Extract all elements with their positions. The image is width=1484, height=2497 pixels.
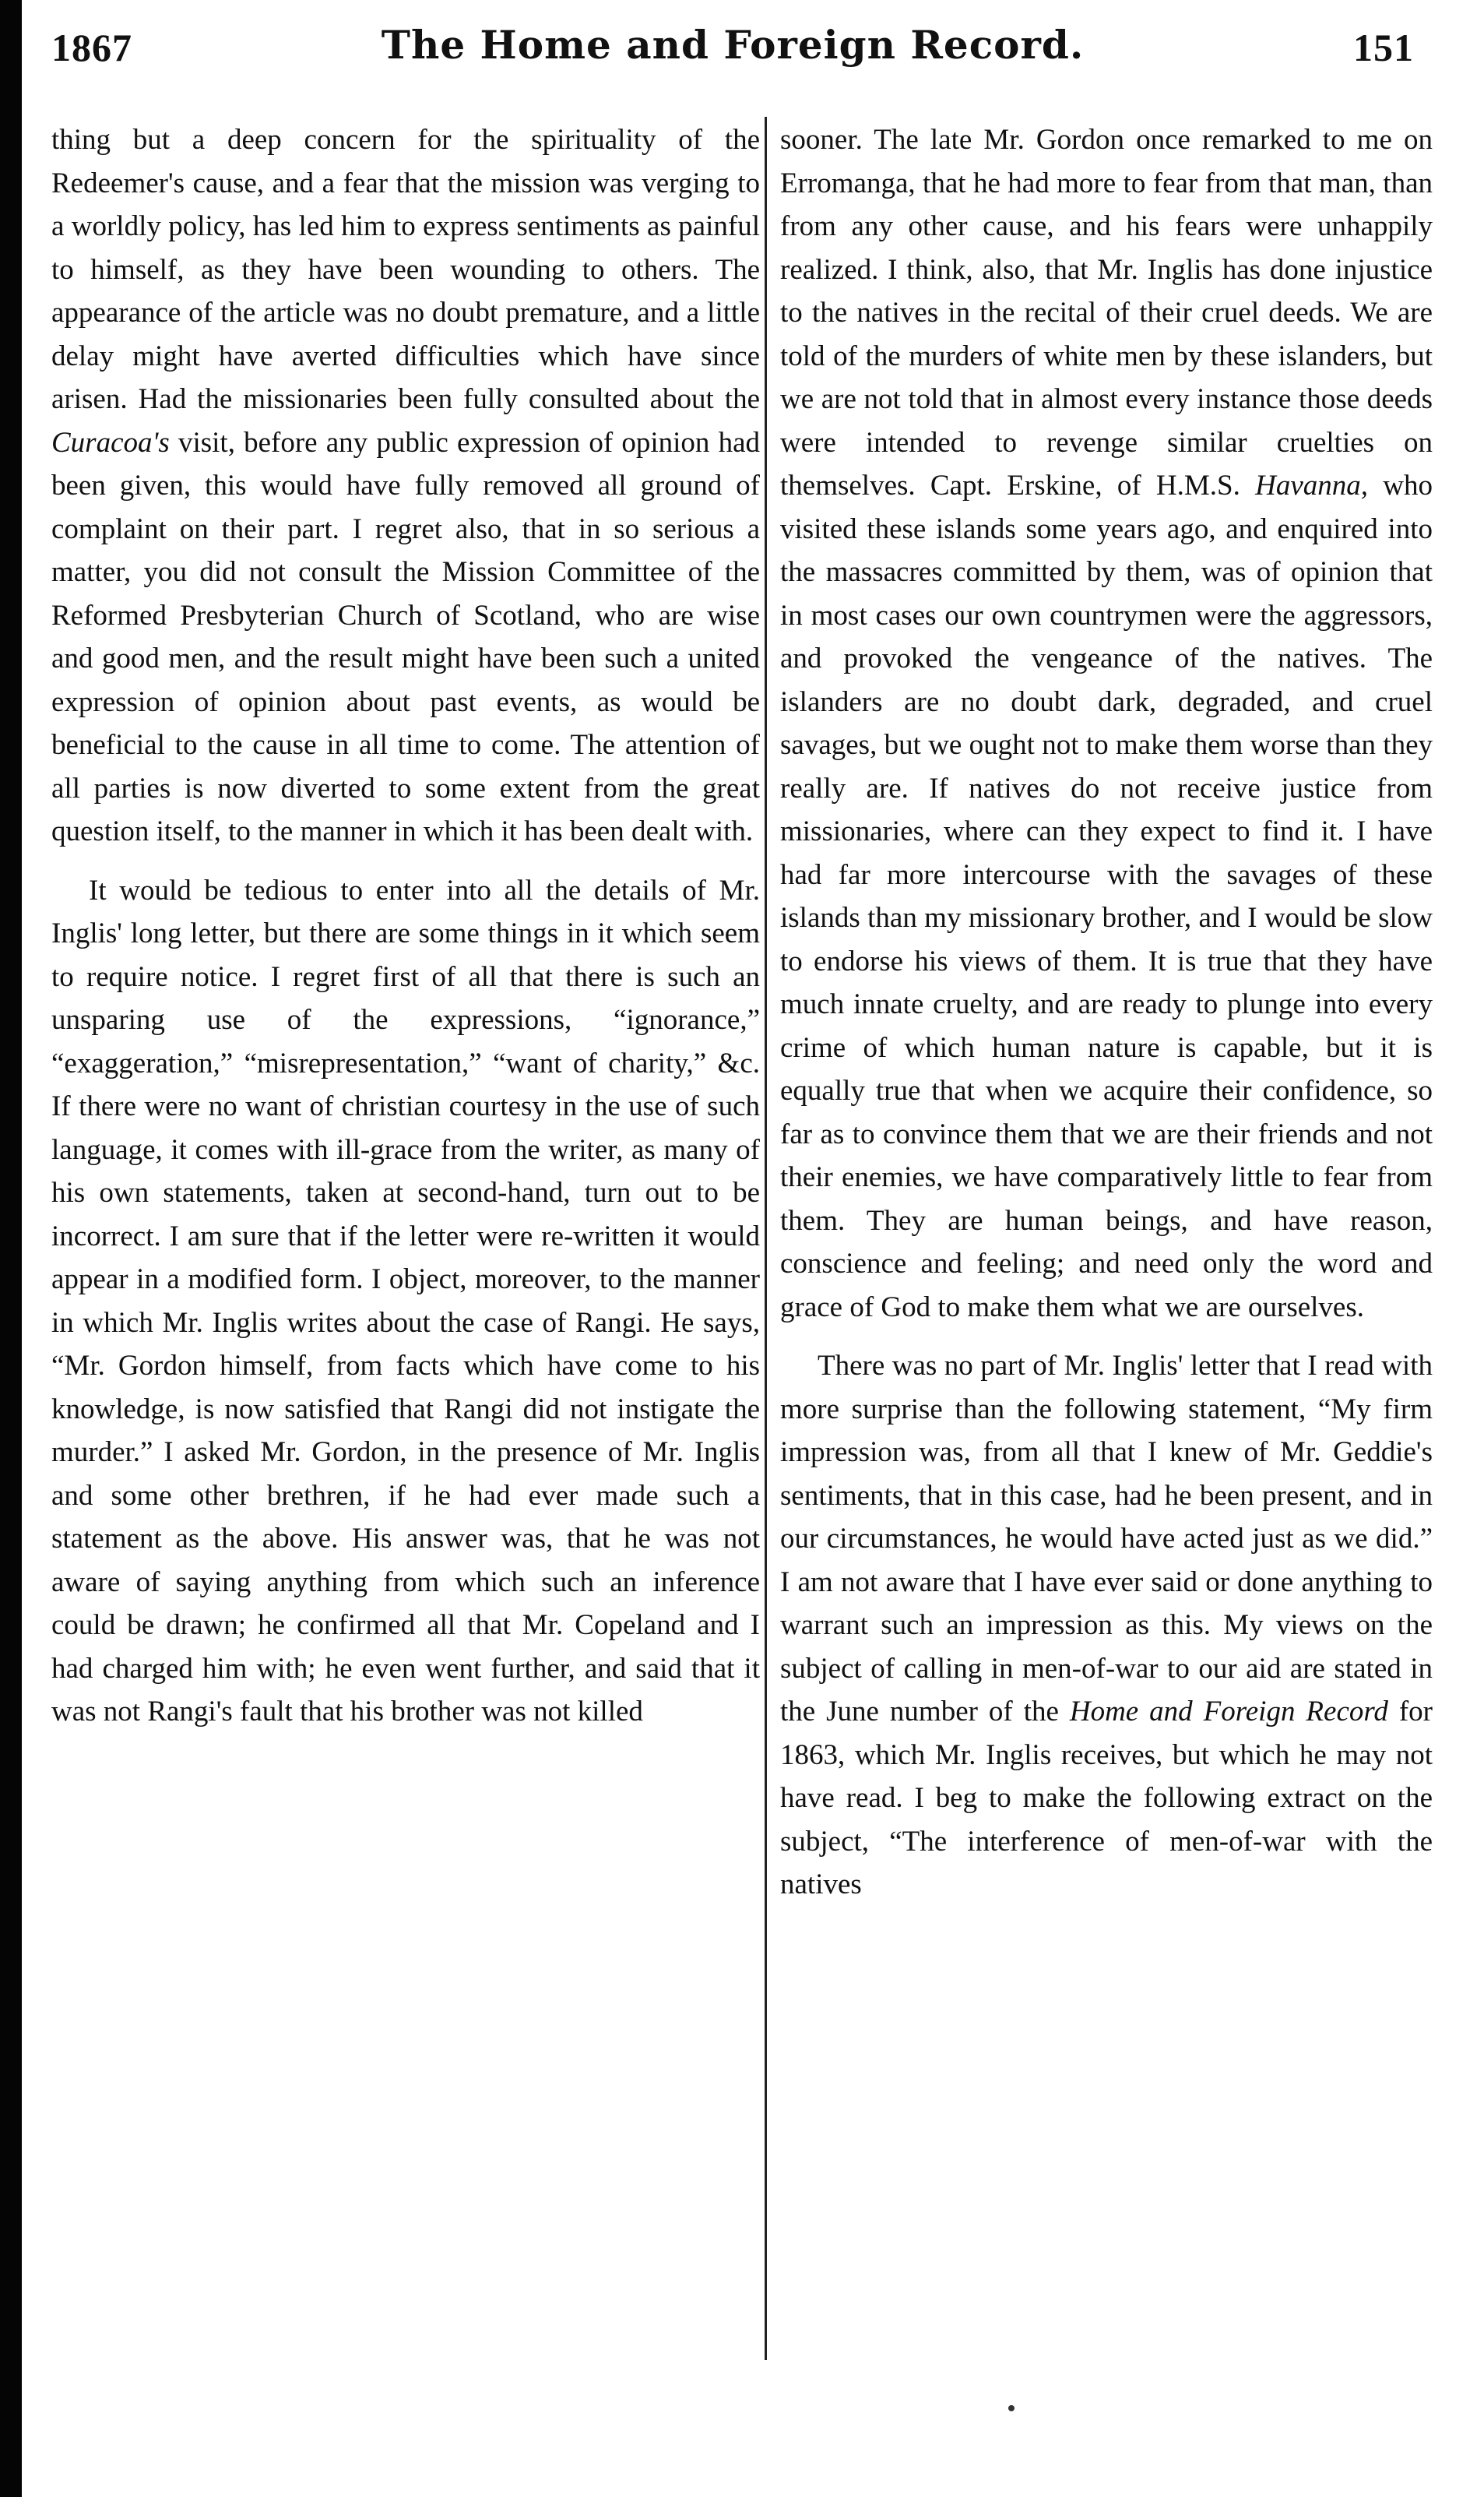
left-column xyxy=(51,118,760,2416)
column-divider xyxy=(765,117,767,2360)
left-p1-text: thing but a deep concern for the spirituality of the Redeemer's cause, and a fear that the mission was verging to a worldly policy, has led him to express sentiments as painful to himself, as they have been wounding to others. The appearance of the article was no doubt premature, and a little delay might have averted difficulties which have since arisen. Had the missionaries been fully consulted about the xyxy=(51,124,760,415)
left-p1-rest: visit, before any public expression of opinion had been given, this would have fully removed all ground of complaint on their part. I regret also, that in so serious a matter, you did not consult the Mission Committee of the Reformed Presbyterian Church of Scotland, who are wise and good men, and the result might have been such a united expression of opinion about past events, as would be beneficial to the cause in all time to come. The attention of all parties is now diverted to some extent from the great question itself, to the manner in which it has been dealt with. xyxy=(51,426,760,847)
ship-name-havanna: Havanna, xyxy=(1255,470,1369,502)
right-paragraph-1 xyxy=(780,118,1433,1329)
right-p2-text-a: There was no part of Mr. Inglis' letter that I read with more surprise than the following statement, “My firm impression was, from all that I knew of Mr. Geddie's sentiments, that in this case, had he been present, and in our circumstances, he would have acted just as we did.” I am not aware that I have ever said or done anything to warrant such an impression as this. My views on the subject of calling in men-of-war to our aid are stated in the June number of the xyxy=(780,1350,1433,1727)
page-header xyxy=(51,22,1414,87)
right-column xyxy=(780,118,1433,2416)
page-number: 151 xyxy=(1353,26,1414,69)
journal-reference: Home and Foreign Record xyxy=(1069,1696,1388,1727)
left-paragraph-1 xyxy=(51,118,760,854)
right-p1-text-a: sooner. The late Mr. Gordon once remarked to me on Erromanga, that he had more to fear from that man, than from any other cause, and his fears were unhappily realized. I think, also, that Mr. Inglis has done injustice to the natives in the recital of their cruel deeds. We are told of the murders of white men by these islanders, but we are not told that in almost every instance those deeds were intended to revenge similar cruelties on themselves. Capt. Erskine, of H.M.S. xyxy=(780,124,1433,502)
right-p1-text-b: who visited these islands some years ago, and enquired into the massacres committed by them, was of opinion that in most cases our own countrymen were the aggressors, and provoked the vengeance of the natives. The islanders are no doubt dark, degraded, and cruel savages, but we ought not to make them worse than they really are. If natives do not receive justice from missionaries, where can they expect to find it. I have had far more intercourse with the savages of these islands than my missionary brother, and I would be slow to endorse his views of them. It is true that they have much innate cruelty, and are ready to plunge into every crime of which human nature is capable, but it is equally true that when we acquire their confidence, so far as to convince them that we are their friends and not their enemies, we have comparatively little to fear from them. They are human beings, and have reason, conscience and feeling; and need only the word and grace of God to make them what we are ourselves. xyxy=(780,470,1433,1323)
journal-title: The Home and Foreign Record. xyxy=(381,22,1085,68)
print-speck xyxy=(1008,2405,1015,2411)
right-paragraph-2 xyxy=(780,1344,1433,1907)
header-year: 1867 xyxy=(51,26,132,69)
left-paragraph-2: It would be tedious to enter into all the details of Mr. Inglis' long letter, but there are some things in it which seem to require notice. I regret first of all that there is such an unsparing use of the expressions, “ignorance,” “exaggeration,” “misrepresentation,” “want of charity,” &c. If there were no want of christian courtesy in the use of such language, it comes with ill-grace from the writer, as many of his own statements, taken at second-hand, turn out to be incorrect. I am sure that if the letter were re-written it would appear in a modified form. I object, moreover, to the manner in which Mr. Inglis writes about the case of Rangi. He says, “Mr. Gordon himself, from facts which have come to his knowledge, is now satisfied that Rangi did not instigate the murder.” I asked Mr. Gordon, in the presence of Mr. Inglis and some other brethren, if he had ever made such a statement as the above. His answer was, that he was not aware of saying anything from which such an inference could be drawn; he confirmed all that Mr. Copeland and I had charged him with; he even went further, and said that it was not Rangi's fault that his brother was not killed xyxy=(51,874,760,1727)
ship-name-curacoa: Curacoa's xyxy=(51,426,170,459)
scan-edge-bar xyxy=(0,0,22,2497)
right-p2-text-b: for 1863, which Mr. Inglis receives, but which he may not have read. I beg to make the following extract on the subject, “The interference of men-of-war with the natives xyxy=(780,1696,1433,1900)
